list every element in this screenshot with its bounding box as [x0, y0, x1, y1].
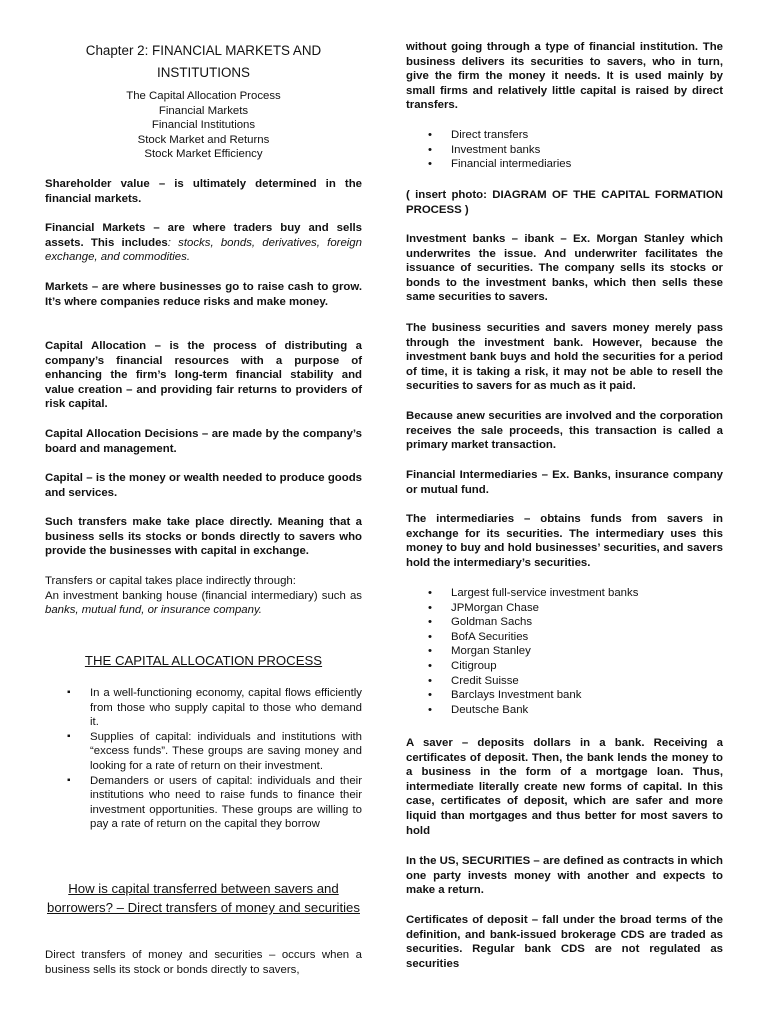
list-item: ▪ Demanders or users of capital: individuals and their institutions who need to raise funds to finance their investment opportunities. These groups are willing to pay a rate of return on the capital they borrow [45, 774, 362, 832]
capital-allocation-bullets [45, 686, 362, 832]
section-heading-direct-transfers: How is capital transferred between savers and borrowers? – Direct transfers of money and securities [47, 881, 360, 915]
toc-item: Stock Market and Returns [137, 133, 270, 146]
list-item: • Financial intermediaries [406, 157, 723, 172]
paragraph-capital-allocation-decisions: Capital Allocation Decisions – are made by the company’s board and management. [45, 428, 362, 455]
list-item: • Direct transfers [406, 128, 723, 143]
paragraph-direct-transfers: Such transfers make take place directly. Meaning that a business sells its stocks or bonds directly to savers who provide the businesses with capital in exchange. [45, 516, 362, 558]
paragraph-securities: In the US, SECURITIES – are defined as contracts in which one party invests money with another and expects to make a return. [406, 855, 723, 897]
list-item: • JPMorgan Chase [406, 601, 723, 616]
list-item: • Morgan Stanley [406, 644, 723, 659]
list-item: • Largest full-service investment banks [406, 586, 723, 601]
section-heading-capital-allocation: THE CAPITAL ALLOCATION PROCESS [84, 653, 323, 668]
paragraph-financial-intermediaries: Financial Intermediaries – Ex. Banks, insurance company or mutual fund. [406, 469, 723, 496]
paragraph-saver: A saver – deposits dollars in a bank. Receiving a certificates of deposit. Then, the bank lends the money to a business in the form of a mortgage loan. Thus, intermediate literally create new forms of capital. In this case, certificates of deposit, which are safer and more liquid than mortgages and thus better for most savers to hold [406, 737, 723, 837]
paragraph-shareholder-value: Shareholder value – is ultimately determined in the financial markets. [45, 178, 362, 205]
toc-item: Stock Market Efficiency [144, 148, 263, 161]
paragraph-markets: Markets – are where businesses go to raise cash to grow. It’s where companies reduce risks and make money. [45, 281, 362, 308]
paragraph-intermediaries: The intermediaries – obtains funds from savers in exchange for its securities. The intermediary uses this money to buy and hold businesses’ securities, and savers hold the intermediary’s securities. [406, 513, 723, 569]
paragraph-pass-through: The business securities and savers money merely pass through the investment bank. However, because the investment bank buys and hold the securities for a period of time, it is taking a risk, it may not be able to resell the securities to savers for as much as it paid. [406, 322, 723, 393]
list-item: • BofA Securities [406, 630, 723, 645]
paragraph-indirect-transfers: Transfers or capital takes place indirectly through: An investment banking house (financial intermediary) such as banks, mutual fund, or insurance company. [45, 575, 362, 617]
list-item: • Goldman Sachs [406, 615, 723, 630]
paragraph-capital: Capital – is the money or wealth needed to produce goods and services. [45, 472, 362, 499]
investment-banks-list [406, 586, 723, 717]
table-of-contents [45, 89, 362, 162]
paragraph-investment-banks: Investment banks – ibank – Ex. Morgan Stanley which underwrites the issue. And underwriter facilitates the issuance of securities. The company sells its stocks or bonds to the investment banks, which then sells these same securities to savers. [406, 233, 723, 304]
list-item: ▪ In a well-functioning economy, capital flows efficiently from those who supply capital to those who demand it. [45, 686, 362, 730]
list-item: • Barclays Investment bank [406, 688, 723, 703]
list-item: • Deutsche Bank [406, 703, 723, 718]
list-item: • Investment banks [406, 143, 723, 158]
paragraph-primary-market: Because anew securities are involved and the corporation receives the sale proceeds, this transaction is called a primary market transaction. [406, 410, 723, 452]
paragraph-direct-transfers-money: Direct transfers of money and securities – occurs when a business sells its stock or bonds directly to savers, [45, 949, 362, 976]
toc-item: Financial Markets [158, 104, 249, 117]
list-item: ▪ Supplies of capital: individuals and institutions with “excess funds”. These groups are saving money and looking for a rate of return on their investment. [45, 730, 362, 774]
list-item: • Credit Suisse [406, 674, 723, 689]
paragraph-certificates-of-deposit: Certificates of deposit – fall under the broad terms of the definition, and bank-issued brokerage CDS are traded as securities. Regular bank CDS are not regulated as securities [406, 914, 723, 970]
paragraph-without-institution: without going through a type of financial institution. The business delivers its securities to savers, who in turn, give the firm the money it needs. It is used mainly by small firms and relatively little capital is raised by direct transfers. [406, 41, 723, 112]
toc-item: Financial Institutions [151, 119, 256, 132]
transfer-methods-list [406, 128, 723, 172]
paragraph-financial-markets: Financial Markets – are where traders buy and sells assets. This includes: stocks, bonds, derivatives, foreign exchange, and commodities. [45, 222, 363, 264]
paragraph-capital-allocation: Capital Allocation – is the process of distributing a company’s financial resources with a purpose of enhancing the firm’s long-term financial stability and value creation – and providing fair returns to providers of risk capital. [45, 340, 362, 411]
toc-item: The Capital Allocation Process [126, 90, 281, 102]
list-item: • Citigroup [406, 659, 723, 674]
chapter-title: Chapter 2: FINANCIAL MARKETS AND INSTITUTIONS [85, 43, 322, 80]
photo-placeholder-note: ( insert photo: DIAGRAM OF THE CAPITAL FORMATION PROCESS ) [406, 189, 723, 216]
